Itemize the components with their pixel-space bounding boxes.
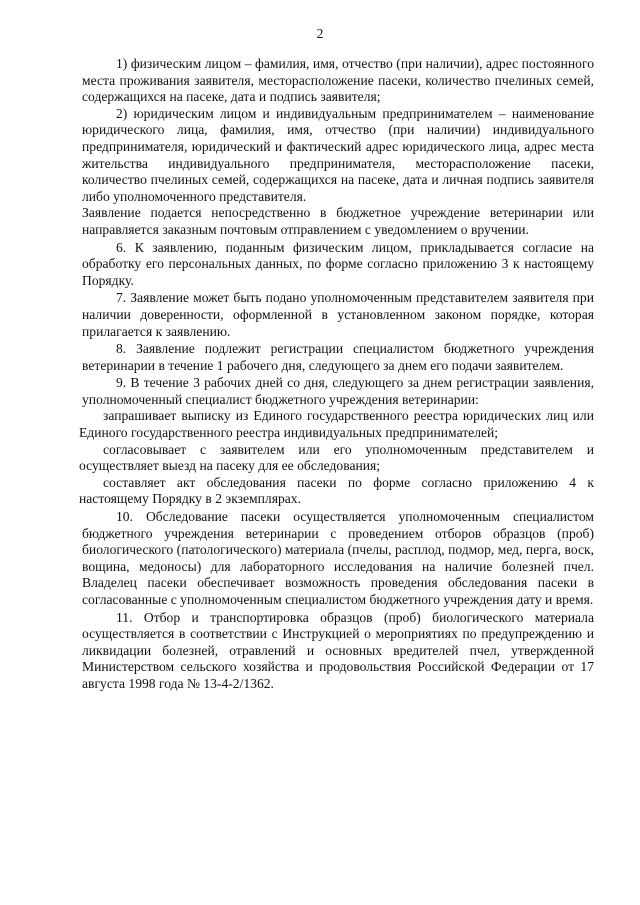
- document-body: [79, 56, 594, 693]
- paragraph-9-item-c: составляет акт обследования пасеки по форме согласно приложению 4 к настоящему Порядку в 2 экземплярах.: [79, 474, 594, 507]
- page-number: 2: [316, 26, 324, 41]
- paragraph-1-individual: 1) физическим лицом – фамилия, имя, отчество (при наличии), адрес постоянного места проживания заявителя, месторасположение пасеки, количество пчелиных семей, содержащихся на пасеке, дата и подпись заявителя;: [82, 56, 594, 105]
- paragraph-9: 9. В течение 3 рабочих дней со дня, следующего за днем регистрации заявления, уполномоченный специалист бюджетного учреждения ветеринарии:: [82, 375, 594, 407]
- paragraph-9-item-b: согласовывает с заявителем или его уполномоченным представителем и осуществляет выезд на пасеку для ее обследования;: [79, 441, 594, 474]
- paragraph-7: 7. Заявление может быть подано уполномоченным представителем заявителя при наличии доверенности, оформленной в установленном законом порядке, которая прилагается к заявлению.: [82, 290, 594, 339]
- paragraph-submission: Заявление подается непосредственно в бюджетное учреждение ветеринарии или направляется заказным почтовым отправлением с уведомлением о вручении.: [82, 205, 594, 237]
- paragraph-11: 11. Отбор и транспортировка образцов (проб) биологического материала осуществляется в соответствии с Инструкцией о мероприятиях по предупреждению и ликвидации болезней, отравлений и основных вредителей пчел, утвержденной Министерством сельского хозяйства и продовольствия Российской Федерации от 17 августа 1998 года № 13-4-2/1362.: [82, 609, 594, 691]
- paragraph-10: 10. Обследование пасеки осуществляется уполномоченным специалистом бюджетного учреждения ветеринарии с проведением отборов образцов (проб) биологического (патологического) материала (пчелы, расплод, подмор, мед, перга, воск, вощина, медоносы) для лабораторного исследования на наличие болезней пчел. Владелец пасеки обеспечивает возможность проведения обследования пасеки в согласованные с уполномоченным специалистом бюджетного учреждения дату и время.: [82, 509, 594, 607]
- paragraph-9-item-a: запрашивает выписку из Единого государственного реестра юридических лиц или Единого государственного реестра индивидуальных предпринимателей;: [79, 408, 594, 441]
- paragraph-6: 6. К заявлению, поданным физическим лицом, прикладывается согласие на обработку его персональных данных, по форме согласно приложению 3 к настоящему Порядку.: [82, 239, 594, 288]
- paragraph-8: 8. Заявление подлежит регистрации специалистом бюджетного учреждения ветеринарии в течение 1 рабочего дня, следующего за днем его подачи заявителем.: [82, 341, 594, 373]
- paragraph-2-legal-entity: 2) юридическим лицом и индивидуальным предпринимателем – наименование юридического лица, фамилия, имя, отчество (при наличии) индивидуального предпринимателя, юридический и фактический адрес юридического лица, адрес места жительства индивидуального предпринимателя, месторасположение пасеки, количество пчелиных семей, содержащихся на пасеке, дата и личная подпись заявителя либо уполномоченного представителя.: [82, 105, 594, 204]
